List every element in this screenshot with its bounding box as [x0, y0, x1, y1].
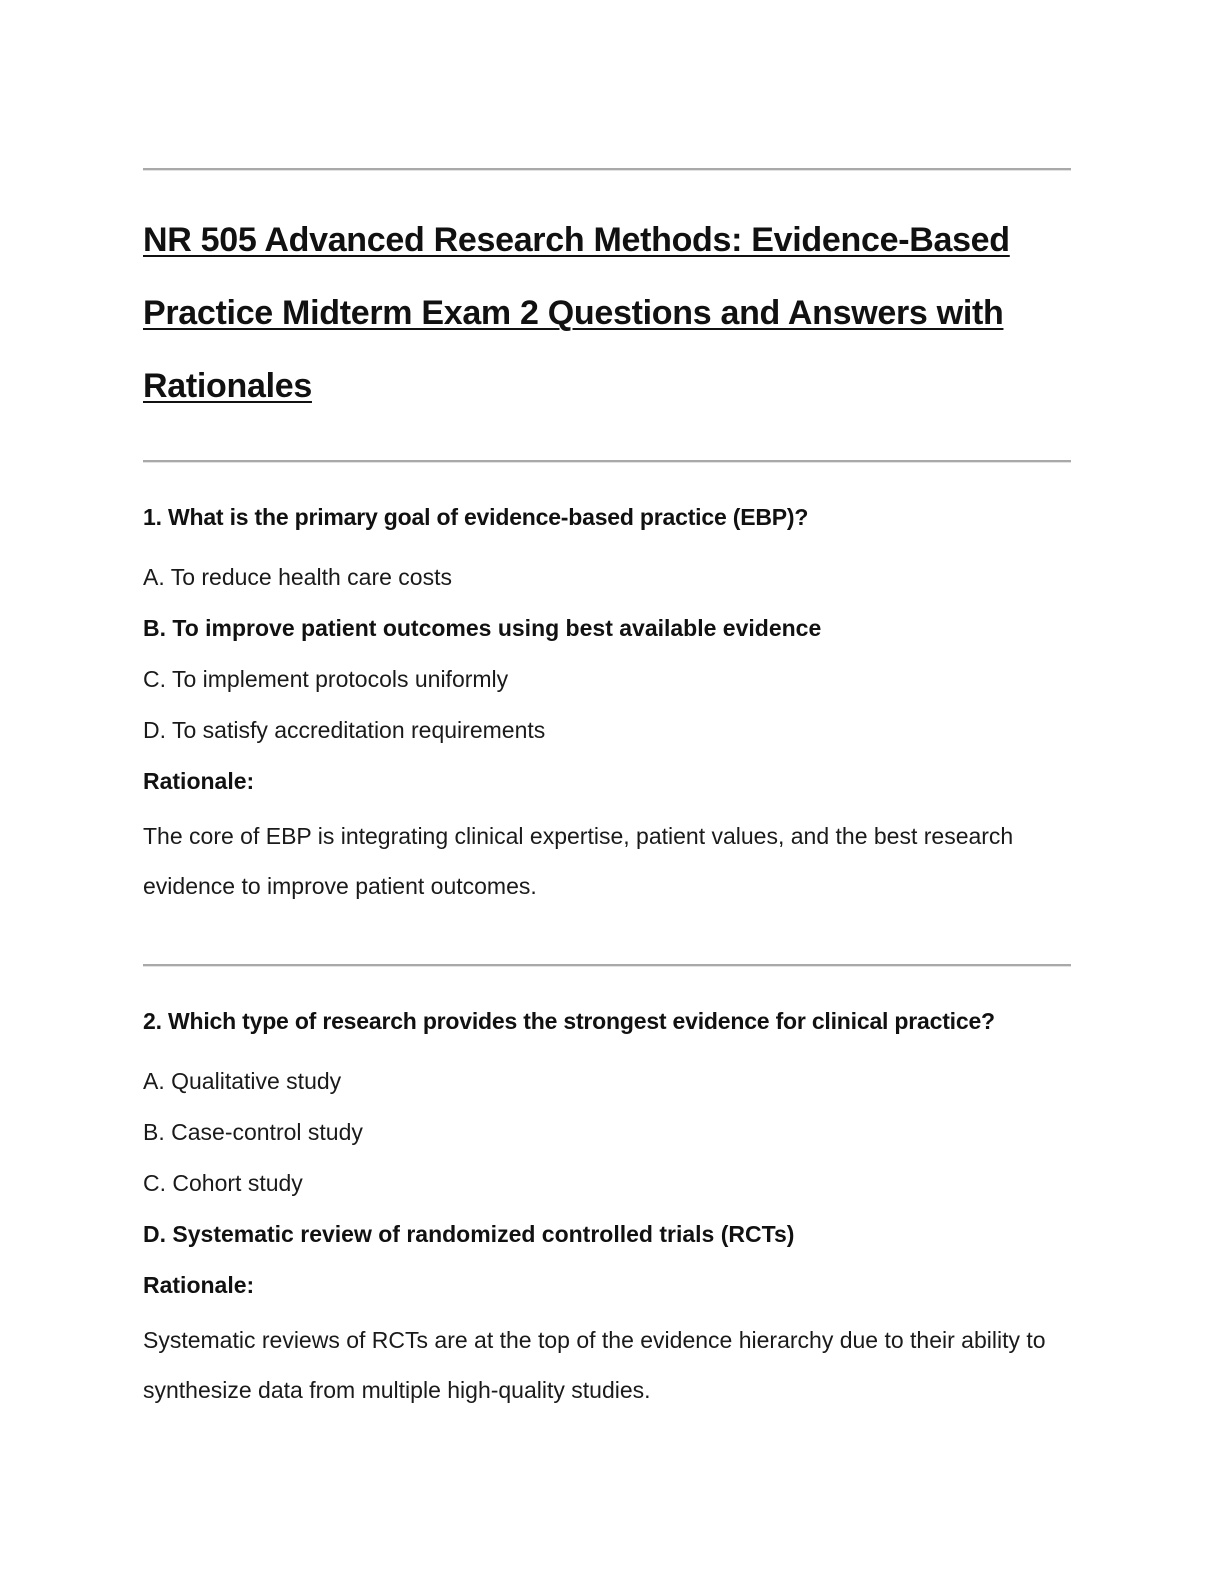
horizontal-rule: [143, 964, 1071, 966]
answer-option-a: A. Qualitative study: [143, 1068, 342, 1094]
document-title: NR 505 Advanced Research Methods: Evidence-Based Practice Midterm Exam 2 Questions and Answers with Rationales: [143, 221, 1010, 405]
rationale-label: Rationale:: [143, 768, 255, 794]
question-text: 2. Which type of research provides the strongest evidence for clinical practice?: [143, 1008, 995, 1034]
answer-option-c: C. To implement protocols uniformly: [143, 666, 509, 692]
answer-option-c: C. Cohort study: [143, 1170, 303, 1196]
horizontal-rule: [143, 168, 1071, 170]
answer-options: [143, 562, 1103, 745]
question-block-1: [143, 502, 1103, 911]
answer-option-d: D. To satisfy accreditation requirements: [143, 717, 546, 743]
question-text: 1. What is the primary goal of evidence-based practice (EBP)?: [143, 504, 809, 530]
answer-option-d-correct: D. Systematic review of randomized controlled trials (RCTs): [143, 1221, 795, 1247]
answer-option-a: A. To reduce health care costs: [143, 564, 452, 590]
question-block-2: [143, 1006, 1103, 1415]
answer-options: [143, 1066, 1103, 1249]
rationale-label: Rationale:: [143, 1272, 255, 1298]
rationale-text: Systematic reviews of RCTs are at the top of the evidence hierarchy due to their ability to synthesize data from multiple high-quality studies.: [143, 1327, 1046, 1403]
answer-option-b-correct: B. To improve patient outcomes using best available evidence: [143, 615, 822, 641]
rationale-text: The core of EBP is integrating clinical expertise, patient values, and the best research evidence to improve patient outcomes.: [143, 823, 1014, 899]
answer-option-b: B. Case-control study: [143, 1119, 363, 1145]
horizontal-rule: [143, 460, 1071, 462]
